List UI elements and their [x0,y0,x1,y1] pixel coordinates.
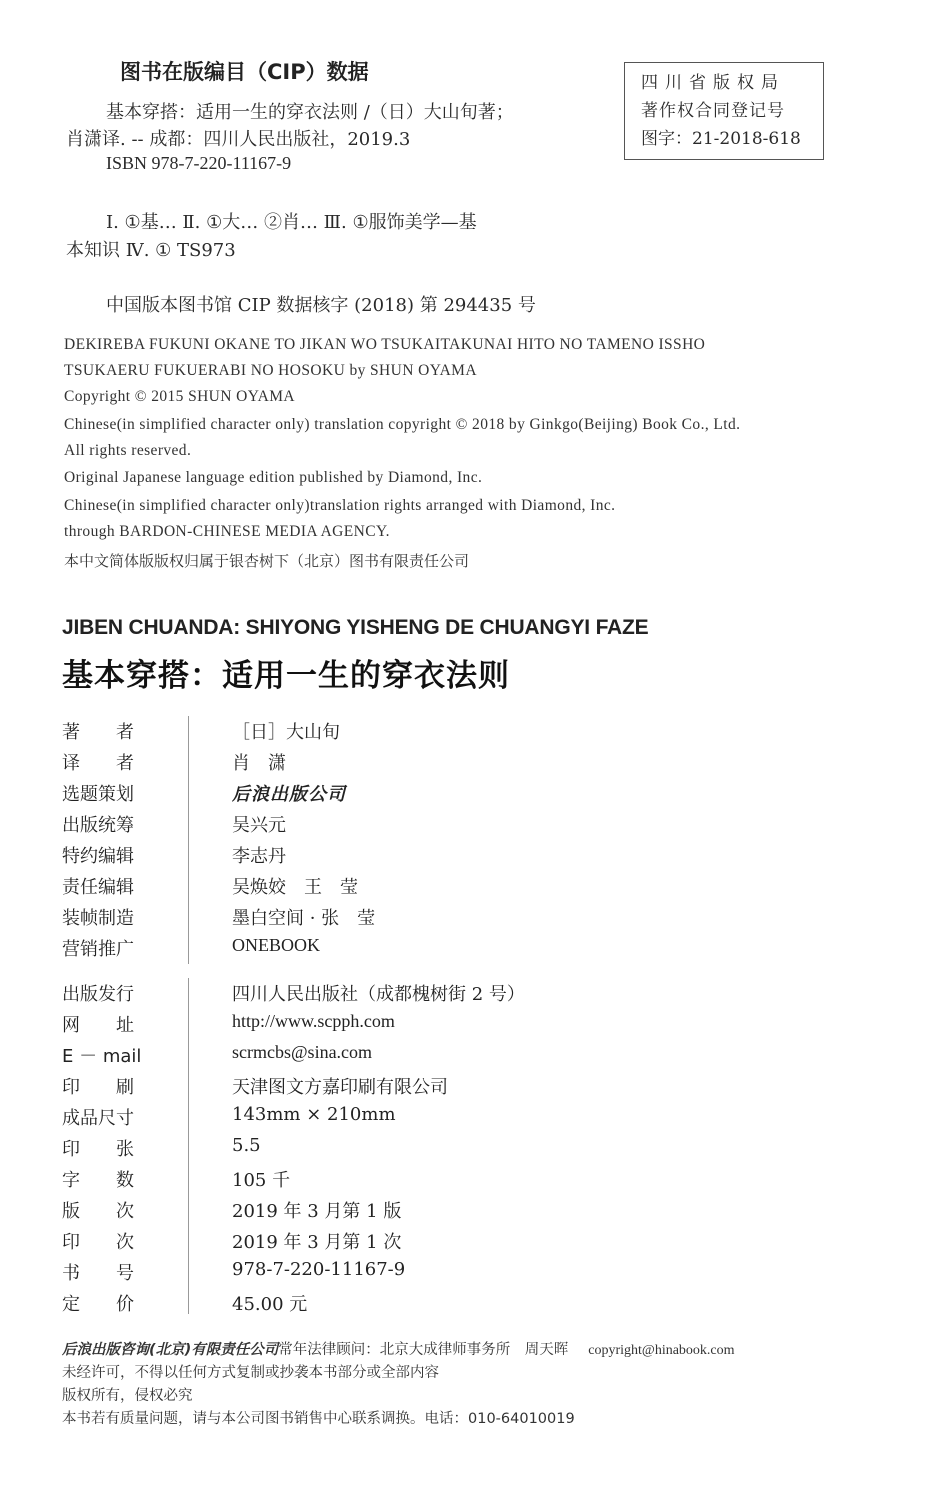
book-title-chinese: 基本穿搭：适用一生的穿衣法则 [62,658,510,694]
rights-line: Original Japanese language edition published by Diamond, Inc. [64,469,483,486]
credit-label: 译 者 [62,753,134,774]
rights-line: All rights reserved. [64,442,192,459]
credit-label: 营销推广 [62,939,134,960]
footer-rights: 版权所有，侵权必究 [62,1388,193,1404]
credit-value: 肖 潇 [232,753,286,774]
publishing-value-email: scrmcbs@sina.com [232,1042,373,1062]
footer-email: copyright@hinabook.com [588,1343,735,1358]
footer-legal-counsel: 常年法律顾问：北京大成律师事务所 周天晖 [278,1342,569,1358]
publishing-divider [188,978,189,1314]
rights-line: Copyright © 2015 SHUN OYAMA [64,388,295,405]
footer-notice: 未经许可，不得以任何方式复制或抄袭本书部分或全部内容 [62,1365,439,1381]
cip-line-record-number: 中国版本图书馆 CIP 数据核字 (2018) 第 294435 号 [106,295,536,316]
publishing-value: 5.5 [232,1135,261,1156]
publishing-label: 版 次 [62,1201,134,1222]
credit-value: ONEBOOK [232,935,320,955]
rights-line: Chinese(in simplified character only)translation rights arranged with Diamond, Inc. [64,497,616,514]
cip-line-translator: 肖潇译. -- 成都：四川人民出版社，2019.3 [66,129,411,150]
credit-label: 特约编辑 [62,846,134,867]
credit-label: 责任编辑 [62,877,134,898]
credit-label: 装帧制造 [62,908,134,929]
publishing-value: 978-7-220-11167-9 [232,1259,406,1280]
registration-contract-label: 著作权合同登记号 [641,101,785,121]
publishing-label: 出版发行 [62,984,134,1005]
credit-value: 吴兴元 [232,815,286,836]
rights-line: DEKIREBA FUKUNI OKANE TO JIKAN WO TSUKAITAKUNAI HITO NO TAMENO ISSHO [64,336,706,353]
cip-line-classification-cont: 本知识 Ⅳ. ① TS973 [66,240,236,261]
publishing-label: 定 价 [62,1294,134,1315]
copyright-registration-box [624,62,824,160]
rights-chinese: 本中文简体版版权归属于银杏树下（北京）图书有限责任公司 [64,552,470,570]
cip-line-title: 基本穿搭：适用一生的穿衣法则 /（日）大山旬著； [106,102,514,123]
footer-brand: 后浪出版咨询(北京)有限责任公司 [62,1342,279,1358]
footer-legal-line [62,1338,735,1359]
publishing-label: 书 号 [62,1263,134,1284]
publishing-label: 网 址 [62,1015,134,1036]
publishing-value: 2019 年 3 月第 1 次 [232,1232,402,1253]
rights-line: Chinese(in simplified character only) translation copyright © 2018 by Ginkgo(Beijing) Book Co., Ltd. [64,416,741,433]
cip-heading: 图书在版编目（CIP）数据 [120,60,369,84]
publishing-label: 印 次 [62,1232,134,1253]
rights-line: TSUKAERU FUKUERABI NO HOSOKU by SHUN OYAMA [64,362,477,379]
cip-line-classification: Ⅰ. ①基… Ⅱ. ①大… ②肖… Ⅲ. ①服饰美学—基 [106,212,477,233]
publishing-value: 45.00 元 [232,1294,308,1315]
credit-value: ［日］大山旬 [232,722,340,743]
footer-quality-contact: 本书若有质量问题，请与本公司图书销售中心联系调换。电话：010-64010019 [62,1411,575,1427]
publishing-value: 天津图文方嘉印刷有限公司 [232,1077,448,1098]
credit-value: 墨白空间 · 张 莹 [232,908,376,929]
rights-line: through BARDON-CHINESE MEDIA AGENCY. [64,523,390,540]
credit-label: 选题策划 [62,784,134,805]
registration-number: 图字：21-2018-618 [641,129,801,149]
registration-bureau: 四川省版权局 [641,73,785,93]
credit-value: 吴焕姣 王 莹 [232,877,358,898]
credit-label: 著 者 [62,722,134,743]
cip-line-isbn: ISBN 978-7-220-11167-9 [106,153,292,173]
publishing-value: 143mm × 210mm [232,1104,396,1125]
credit-value: 李志丹 [232,846,286,867]
publishing-value: 105 千 [232,1170,291,1191]
publishing-value: 四川人民出版社（成都槐树街 2 号） [232,984,525,1005]
credits-divider [188,716,189,964]
publishing-label: 成品尺寸 [62,1108,134,1129]
book-title-pinyin: JIBEN CHUANDA: SHIYONG YISHENG DE CHUANGYI FAZE [62,616,649,639]
publishing-value: 2019 年 3 月第 1 版 [232,1201,402,1222]
publishing-label: 印 刷 [62,1077,134,1098]
publishing-value-website: http://www.scpph.com [232,1011,395,1031]
credit-label: 出版统筹 [62,815,134,836]
publishing-label: 印 张 [62,1139,134,1160]
credit-value-publisher-brand: 后浪出版公司 [232,784,346,805]
publishing-label: E － mail [62,1046,142,1067]
publishing-label: 字 数 [62,1170,134,1191]
